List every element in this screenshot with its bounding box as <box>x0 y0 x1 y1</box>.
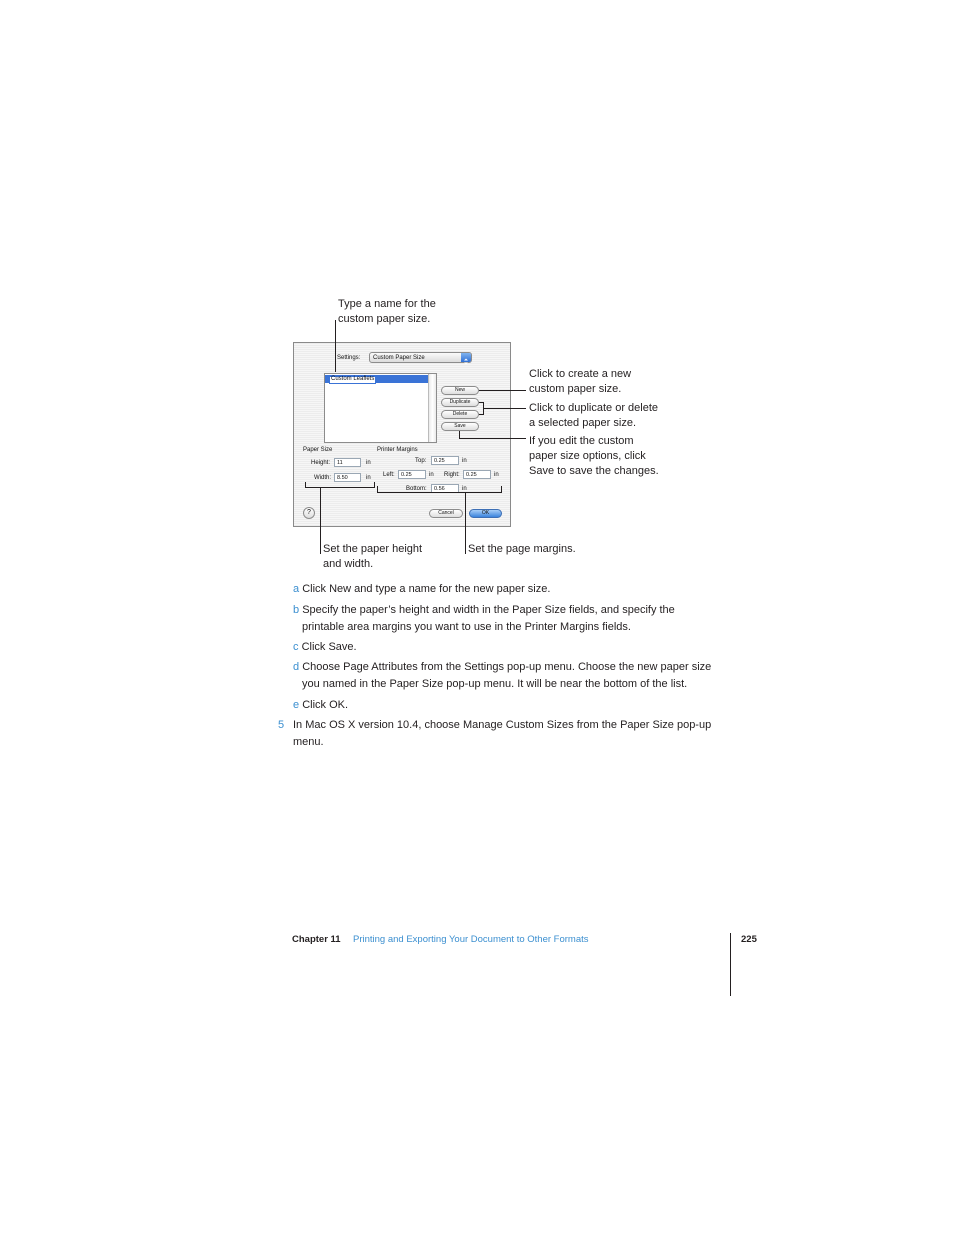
step-c <box>293 639 357 656</box>
top-label: Top: <box>415 458 427 464</box>
step-letter: b <box>293 604 300 616</box>
cancel-button[interactable]: Cancel <box>429 509 463 518</box>
height-field[interactable]: 11 <box>334 458 361 467</box>
popup-arrows-icon <box>461 353 471 362</box>
callout-dup-line1: Click to duplicate or delete <box>529 402 659 414</box>
step-letter: a <box>293 583 300 595</box>
step-letter: e <box>293 699 300 711</box>
callout-hw-line2: and width. <box>323 558 374 570</box>
step-letter: c <box>293 641 299 653</box>
settings-popup[interactable] <box>369 352 472 363</box>
paper-size-list[interactable] <box>324 373 437 443</box>
custom-paper-size-dialog <box>293 342 511 527</box>
callout-name-line1: Type a name for the <box>338 298 436 310</box>
callout-hw-line1: Set the paper height <box>323 543 423 555</box>
footer-chapter: Chapter 11 <box>292 934 341 945</box>
step-text: Click Save. <box>301 641 357 653</box>
step-text: Click OK. <box>302 699 349 711</box>
step-d <box>293 659 711 676</box>
callout-new-line1: Click to create a new <box>529 368 632 380</box>
width-label: Width: <box>314 475 332 481</box>
paper-size-title: Paper Size <box>303 447 333 453</box>
step-a <box>293 581 550 598</box>
settings-popup-value: Custom Paper Size <box>373 355 425 361</box>
callout-save-line1: If you edit the custom <box>529 435 634 447</box>
leader-line-save <box>459 438 526 439</box>
left-label: Left: <box>383 472 395 478</box>
right-label: Right: <box>444 472 460 478</box>
step-text: Specify the paper’s height and width in the Paper Size fields, and specify the <box>302 604 675 616</box>
width-field[interactable]: 8.50 <box>334 473 361 482</box>
help-button[interactable]: ? <box>303 507 315 519</box>
step-d-continued: you named in the Paper Size pop-up menu. It will be near the bottom of the list. <box>302 678 688 690</box>
step-5-line1: In Mac OS X version 10.4, choose Manage Custom Sizes from the Paper Size pop-up <box>293 719 712 731</box>
height-unit: in <box>366 460 371 466</box>
bottom-label: Bottom: <box>406 486 427 492</box>
bottom-margin-field[interactable]: 0.56 <box>431 484 459 493</box>
leader-line-hw <box>320 487 321 554</box>
footer-page-number: 225 <box>741 934 757 945</box>
list-item-name-editor[interactable]: Custom Leaflets <box>331 376 375 382</box>
delete-button[interactable]: Delete <box>441 410 479 419</box>
leader-line-new <box>479 390 526 391</box>
bracket-margins-right <box>501 486 502 493</box>
bracket-hw-right <box>374 482 375 488</box>
bracket-hw-bottom <box>305 487 375 488</box>
callout-name-line2: custom paper size. <box>338 313 431 325</box>
top-margin-field[interactable]: 0.25 <box>431 456 459 465</box>
settings-label: Settings: <box>337 355 361 361</box>
callout-margins: Set the page margins. <box>468 543 576 555</box>
right-margin-field[interactable]: 0.25 <box>463 470 491 479</box>
left-margin-field[interactable]: 0.25 <box>398 470 426 479</box>
callout-save-line2: paper size options, click <box>529 450 646 462</box>
list-scrollbar[interactable] <box>428 374 436 442</box>
step-b <box>293 602 675 619</box>
step-letter: d <box>293 661 300 673</box>
leader-line-duplicate <box>483 408 526 409</box>
footer-chapter-title: Printing and Exporting Your Document to Other Formats <box>353 934 589 945</box>
ok-button[interactable]: OK <box>469 509 502 518</box>
callout-dup-line2: a selected paper size. <box>529 417 637 429</box>
step-text: Choose Page Attributes from the Settings pop-up menu. Choose the new paper size <box>302 661 712 673</box>
step-e <box>293 697 348 714</box>
step-text: Click New and type a name for the new paper size. <box>302 583 551 595</box>
leader-line-save-vertical <box>459 431 460 438</box>
save-button[interactable]: Save <box>441 422 479 431</box>
width-unit: in <box>366 475 371 481</box>
duplicate-button[interactable]: Duplicate <box>441 398 479 407</box>
leader-line-margins <box>465 492 466 554</box>
footer-divider <box>730 933 731 996</box>
printer-margins-title: Printer Margins <box>377 447 418 453</box>
right-unit: in <box>494 472 499 478</box>
leader-line-name <box>335 320 336 372</box>
step-number: 5 <box>278 719 285 731</box>
height-label: Height: <box>311 460 331 466</box>
step-5-line2: menu. <box>293 736 324 748</box>
bracket-margins-bottom <box>377 492 502 493</box>
new-button[interactable]: New <box>441 386 479 395</box>
callout-new-line2: custom paper size. <box>529 383 622 395</box>
top-unit: in <box>462 458 467 464</box>
callout-save-line3: Save to save the changes. <box>529 465 659 477</box>
bottom-unit: in <box>462 486 467 492</box>
left-unit: in <box>429 472 434 478</box>
step-b-continued: printable area margins you want to use in the Printer Margins fields. <box>302 621 631 633</box>
